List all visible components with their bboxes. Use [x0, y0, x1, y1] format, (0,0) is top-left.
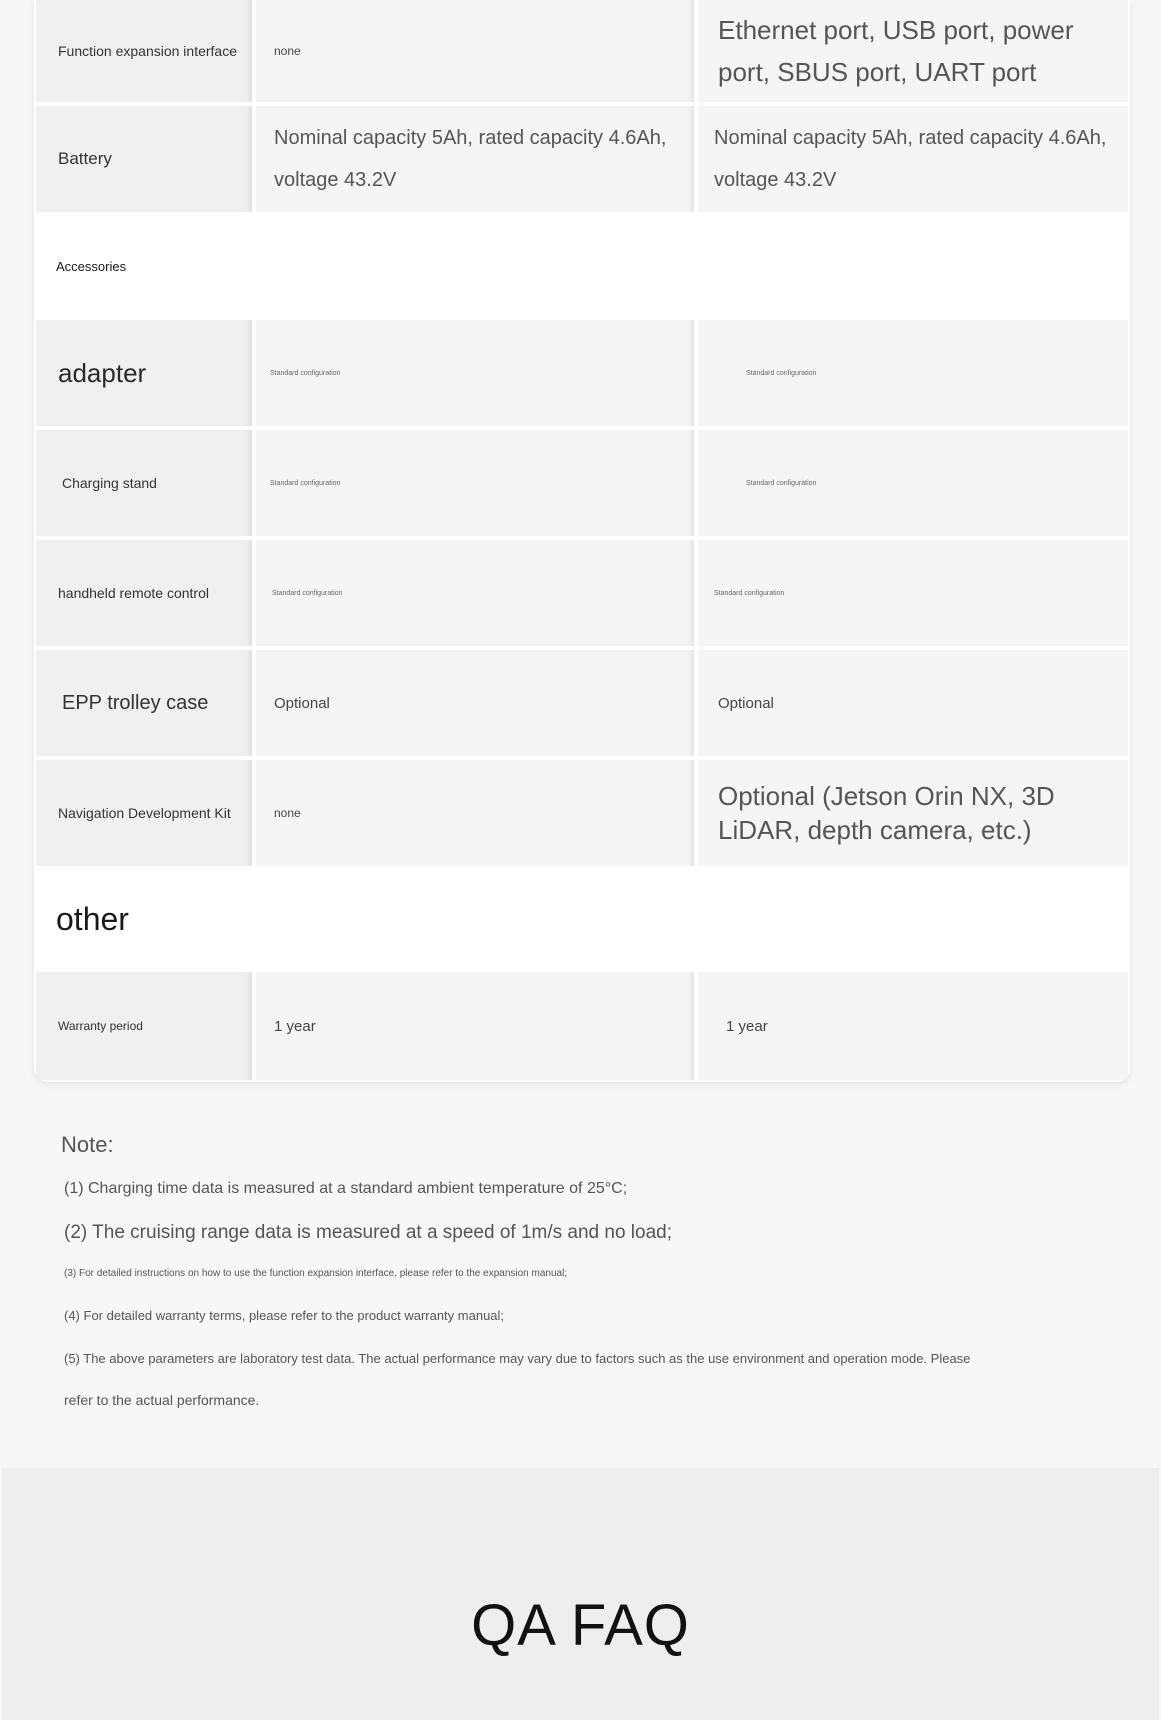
- table-row-expansion: [34, 0, 1130, 102]
- table-row-warranty: [34, 972, 1130, 1080]
- row-label: Navigation Development Kit: [36, 760, 252, 866]
- spec-table: [34, 0, 1130, 1082]
- row-value-model-1: Nominal capacity 5Ah, rated capacity 4.6Ah, voltage 43.2V: [256, 106, 694, 212]
- row-value-model-1: Standard configuration: [256, 430, 694, 536]
- row-value-model-1: Standard configuration: [256, 540, 694, 646]
- table-row-nav-kit: [34, 760, 1130, 866]
- row-value-model-2: Optional: [698, 650, 1128, 756]
- row-value-model-1: none: [256, 760, 694, 866]
- row-value-model-2: Ethernet port, USB port, power port, SBUS port, UART port: [698, 0, 1128, 102]
- row-value-model-2: Standard configuration: [698, 430, 1128, 536]
- row-label: Battery: [36, 106, 252, 212]
- section-heading-other: other: [34, 866, 1130, 972]
- row-value-model-2: Standard configuration: [698, 320, 1128, 426]
- notes-title: Note:: [61, 1132, 114, 1157]
- row-value-model-1: Standard configuration: [256, 320, 694, 426]
- row-value-model-1: Optional: [256, 650, 694, 756]
- row-value-model-1: 1 year: [256, 972, 694, 1080]
- note-item: (1) Charging time data is measured at a standard ambient temperature of 25°C;: [64, 1180, 628, 1197]
- row-label: Charging stand: [36, 430, 252, 536]
- row-label: Warranty period: [36, 972, 252, 1080]
- table-row-charging-stand: [34, 430, 1130, 536]
- row-label: EPP trolley case: [36, 650, 252, 756]
- row-value-model-2: Optional (Jetson Orin NX, 3D LiDAR, depth camera, etc.): [698, 760, 1128, 866]
- note-item: (2) The cruising range data is measured at a speed of 1m/s and no load;: [64, 1222, 673, 1243]
- note-item: (4) For detailed warranty terms, please refer to the product warranty manual;: [64, 1308, 505, 1323]
- section-heading-accessories: Accessories: [34, 212, 1130, 320]
- row-value-model-2: Standard configuration: [698, 540, 1128, 646]
- note-item: (3) For detailed instructions on how to use the function expansion interface, please refer to the expansion manual;: [64, 1268, 568, 1279]
- table-row-adapter: [34, 320, 1130, 426]
- row-label: handheld remote control: [36, 540, 252, 646]
- row-value-model-2: Nominal capacity 5Ah, rated capacity 4.6Ah, voltage 43.2V: [698, 106, 1128, 212]
- note-item: refer to the actual performance.: [64, 1392, 260, 1408]
- table-row-trolley-case: [34, 650, 1130, 756]
- table-row-battery: [34, 106, 1130, 212]
- row-value-model-2: 1 year: [698, 972, 1128, 1080]
- row-label: adapter: [36, 320, 252, 426]
- note-item: (5) The above parameters are laboratory test data. The actual performance may vary due to factors such as the use environment and operation mode. Please: [64, 1351, 971, 1366]
- row-value-model-1: none: [256, 0, 694, 102]
- row-label: Function expansion interface: [36, 0, 252, 102]
- faq-banner: [2, 1468, 1159, 1720]
- table-row-remote-control: [34, 540, 1130, 646]
- faq-title: QA FAQ: [471, 1593, 690, 1658]
